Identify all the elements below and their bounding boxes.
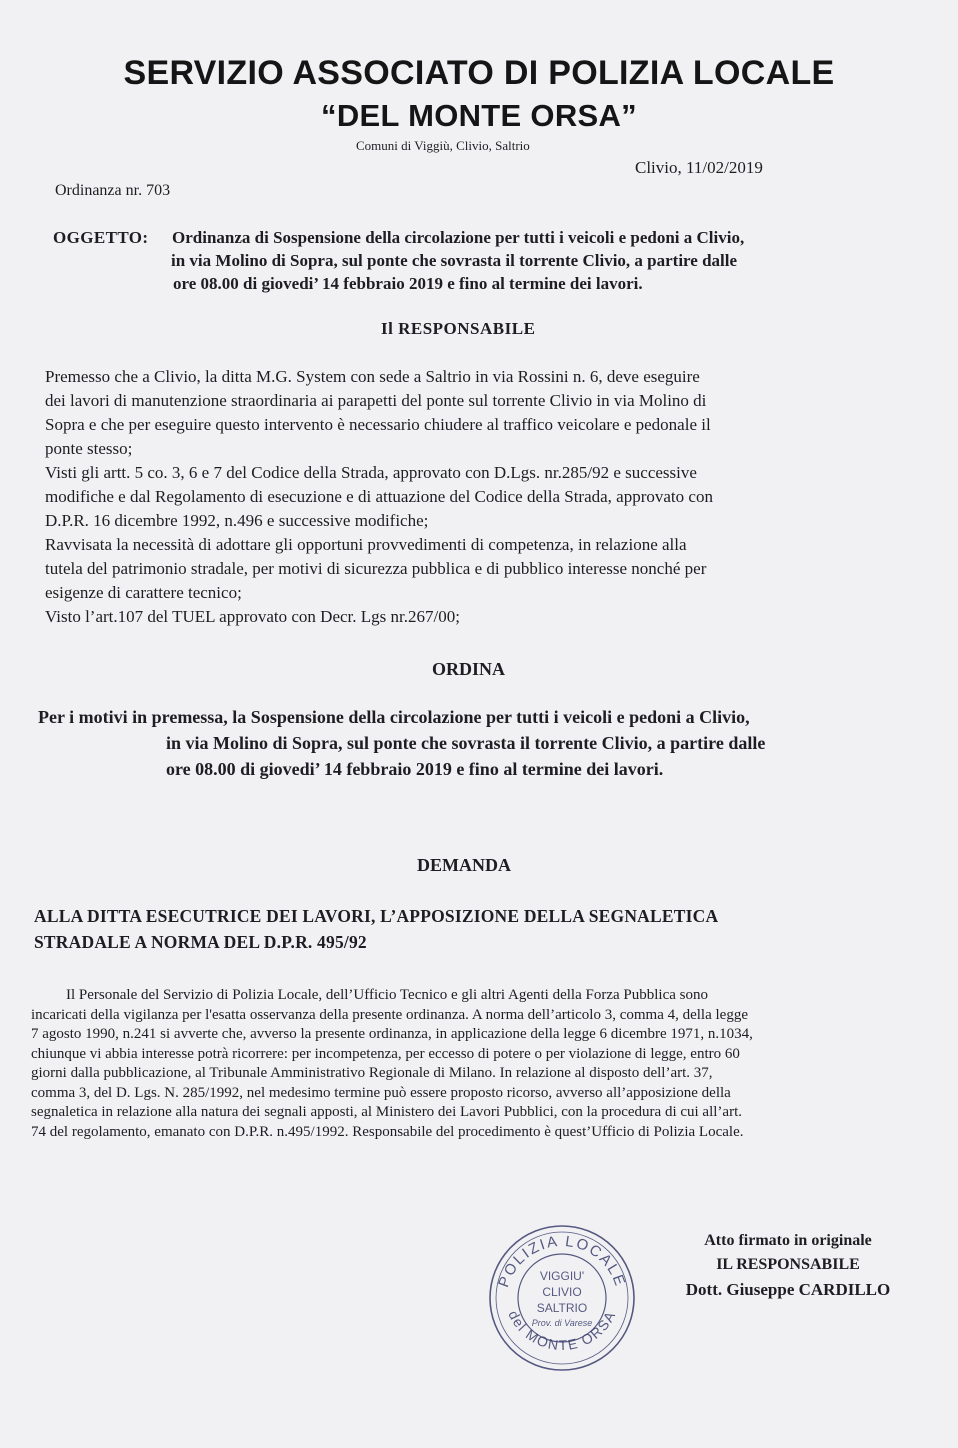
premises-block: [45, 365, 713, 629]
subject-label-text: OGGETTO: [53, 228, 143, 247]
signature-line2: IL RESPONSABILE: [716, 1256, 860, 1273]
ordina-line: in via Molino di Sopra, sul ponte che sovrasta il torrente Clivio, a partire dalle: [166, 733, 766, 753]
premises-line: dei lavori di manutenzione straordinaria ai parapetti del ponte sul torrente Clivio in via Molino di: [45, 391, 707, 410]
document-date: Clivio, 11/02/2019: [635, 158, 763, 177]
legal-notice-line: chiunque vi abbia interesse potrà ricorrere: per incompetenza, per eccesso di potere o per violazione di legge, entro 60: [31, 1045, 740, 1062]
premises-line: Sopra e che per eseguire questo intervento è necessario chiudere al traffico veicolare e pedonale il: [45, 415, 711, 434]
legal-notice-line: incaricati della vigilanza per l'esatta osservanza della presente ordinanza. A norma dell’articolo 3, comma 4, della legge: [31, 1006, 748, 1023]
stamp-ring-bottom: del MONTE ORSA: [505, 1307, 619, 1354]
signature-name: Dott. Giuseppe CARDILLO: [685, 1280, 891, 1299]
legal-notice-line: 74 del regolamento, emanato con D.P.R. n.495/1992. Responsabile del procedimento è quest’Ufficio di Polizia Locale.: [31, 1123, 744, 1140]
legal-notice-line: Il Personale del Servizio di Polizia Locale, dell’Ufficio Tecnico e gli altri Agenti della Forza Pubblica sono: [66, 987, 708, 1003]
premises-line: Premesso che a Clivio, la ditta M.G. System con sede a Saltrio in via Rossini n. 6, deve eseguire: [45, 367, 700, 386]
signature-line1: Atto firmato in originale: [704, 1232, 872, 1249]
header-title-line1: SERVIZIO ASSOCIATO DI POLIZIA LOCALE: [123, 54, 835, 92]
demanda-line: ALLA DITTA ESECUTRICE DEI LAVORI, L’APPOSIZIONE DELLA SEGNALETICA: [34, 906, 719, 926]
stamp-inner-line: Prov. di Varese: [531, 1318, 593, 1328]
premises-line: tutela del patrimonio stradale, per motivi di sicurezza pubblica e di pubblico interesse nonché per: [45, 559, 707, 578]
stamp-inner-line: CLIVIO: [542, 1285, 582, 1299]
subject-line: Ordinanza di Sospensione della circolazione per tutti i veicoli e pedoni a Clivio,: [172, 228, 745, 247]
subject-line: in via Molino di Sopra, sul ponte che sovrasta il torrente Clivio, a partire dalle: [171, 251, 738, 270]
stamp-ring-top: POLIZIA LOCALE: [495, 1232, 629, 1290]
legal-notice-line: segnaletica in relazione alla natura dei segnali apposti, al Ministero dei Lavori Pubblici, con la procedura di cui all’art.: [31, 1104, 742, 1120]
police-stamp: [486, 1222, 638, 1374]
legal-notice-line: 7 agosto 1990, n.241 si avverte che, avverso la presente ordinanza, in applicazione della legge 6 dicembre 1971, n.1034,: [31, 1026, 753, 1042]
ordina-line: ore 08.00 di giovedi’ 14 febbraio 2019 e fino al termine dei lavori.: [166, 759, 664, 779]
premises-line: Visti gli artt. 5 co. 3, 6 e 7 del Codice della Strada, approvato con D.Lgs. nr.285/92 e successive: [45, 463, 697, 482]
demanda-heading: DEMANDA: [417, 855, 511, 875]
premises-line: D.P.R. 16 dicembre 1992, n.496 e successive modifiche;: [45, 511, 429, 530]
premises-line: Ravvisata la necessità di adottare gli opportuni provvedimenti di competenza, in relazione alla: [45, 535, 687, 554]
header-comuni: Comuni di Viggiù, Clivio, Saltrio: [356, 138, 530, 153]
subject-label: OGGETTO:: [53, 228, 149, 247]
ordina-heading: ORDINA: [432, 659, 506, 679]
demanda-line: STRADALE A NORMA DEL D.P.R. 495/92: [34, 932, 367, 952]
premises-line: Visto l’art.107 del TUEL approvato con Decr. Lgs nr.267/00;: [45, 607, 460, 626]
ordinance-number: Ordinanza nr. 703: [55, 182, 171, 199]
ordina-line: Per i motivi in premessa, la Sospensione della circolazione per tutti i veicoli e pedoni a Clivio,: [38, 707, 750, 727]
legal-notice-line: comma 3, del D. Lgs. N. 285/1992, nel medesimo termine può essere proposto ricorso, avverso all’apposizione della: [31, 1084, 731, 1101]
premises-line: modifiche e dal Regolamento di esecuzione e di attuazione del Codice della Strada, approvato con: [45, 487, 713, 506]
stamp-inner-line: SALTRIO: [536, 1301, 588, 1315]
stamp-inner-line: VIGGIU': [539, 1269, 585, 1283]
premises-line: ponte stesso;: [45, 439, 133, 458]
premises-line: esigenze di carattere tecnico;: [45, 583, 242, 602]
legal-notice-line: giorni dalla pubblicazione, al Tribunale Amministrativo Regionale di Milano. In relazione al disposto dell’art. 37,: [31, 1065, 713, 1081]
subject-line: ore 08.00 di giovedi’ 14 febbraio 2019 e fino al termine dei lavori.: [173, 274, 643, 293]
header-title-line2: “DEL MONTE ORSA”: [321, 98, 637, 133]
responsabile-heading: Il RESPONSABILE: [381, 319, 536, 338]
